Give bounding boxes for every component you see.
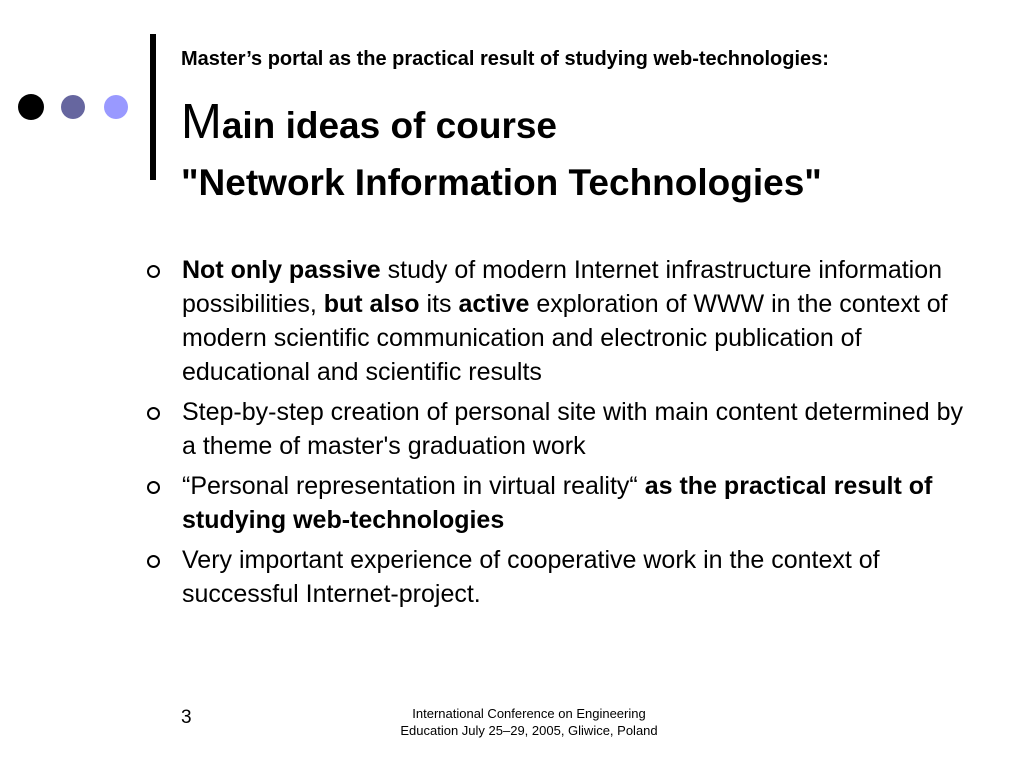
bullet-text-bold: but also (323, 290, 420, 318)
bullet-text-run: “Personal representation in virtual reality“ (182, 472, 645, 500)
slide-title-line-1-rest: ain ideas of course (221, 105, 557, 146)
bullet-text (182, 546, 880, 608)
bullet-marker-icon (147, 265, 160, 278)
bullet-item (144, 543, 964, 611)
bullet-text-bold: as the practical result of studying web-technologies (182, 472, 933, 534)
bullet-text (182, 472, 932, 534)
bullet-text-run: Very important experience of cooperative work in the context of successful Internet-project. (182, 546, 880, 608)
bullet-item (144, 253, 964, 389)
bullet-marker-icon (147, 481, 160, 494)
slide-title-line-2: "Network Information Technologies" (181, 162, 822, 203)
decorative-dot-black (18, 94, 44, 120)
slide-title-line-1 (181, 94, 1011, 154)
bullet-text-bold: active (458, 290, 530, 318)
page-number: 3 (181, 707, 192, 728)
bullet-text-run: study of modern Internet infrastructure information possibilities, (182, 256, 943, 318)
bullet-item (144, 395, 964, 463)
slide-title (181, 94, 1011, 211)
footer-line-2: Education July 25–29, 2005, Gliwice, Poland (400, 723, 658, 738)
bullet-text-run: its (419, 290, 459, 318)
footer-line-1: International Conference on Engineering (412, 706, 646, 721)
slide-title-initial: M (181, 95, 222, 149)
bullet-marker-icon (147, 555, 160, 568)
bullet-text-bold: Not only passive (182, 256, 381, 284)
decorative-dot-lavender (104, 95, 128, 119)
decorative-dot-slate (61, 95, 85, 119)
slide-subtitle: Master’s portal as the practical result of studying web-technologies: (181, 48, 829, 70)
bullet-text-run: Step-by-step creation of personal site with main content determined by a theme of master's graduation work (182, 398, 963, 460)
bullet-text (182, 398, 963, 460)
bullet-marker-icon (147, 407, 160, 420)
bullet-list (144, 253, 964, 617)
bullet-text (182, 256, 948, 386)
bullet-item (144, 469, 964, 537)
title-divider-line (150, 34, 156, 180)
footer-conference (369, 705, 689, 739)
bullet-text-run: exploration of WWW in the context of modern scientific communication and electronic publication of educational and scientific results (182, 290, 948, 386)
